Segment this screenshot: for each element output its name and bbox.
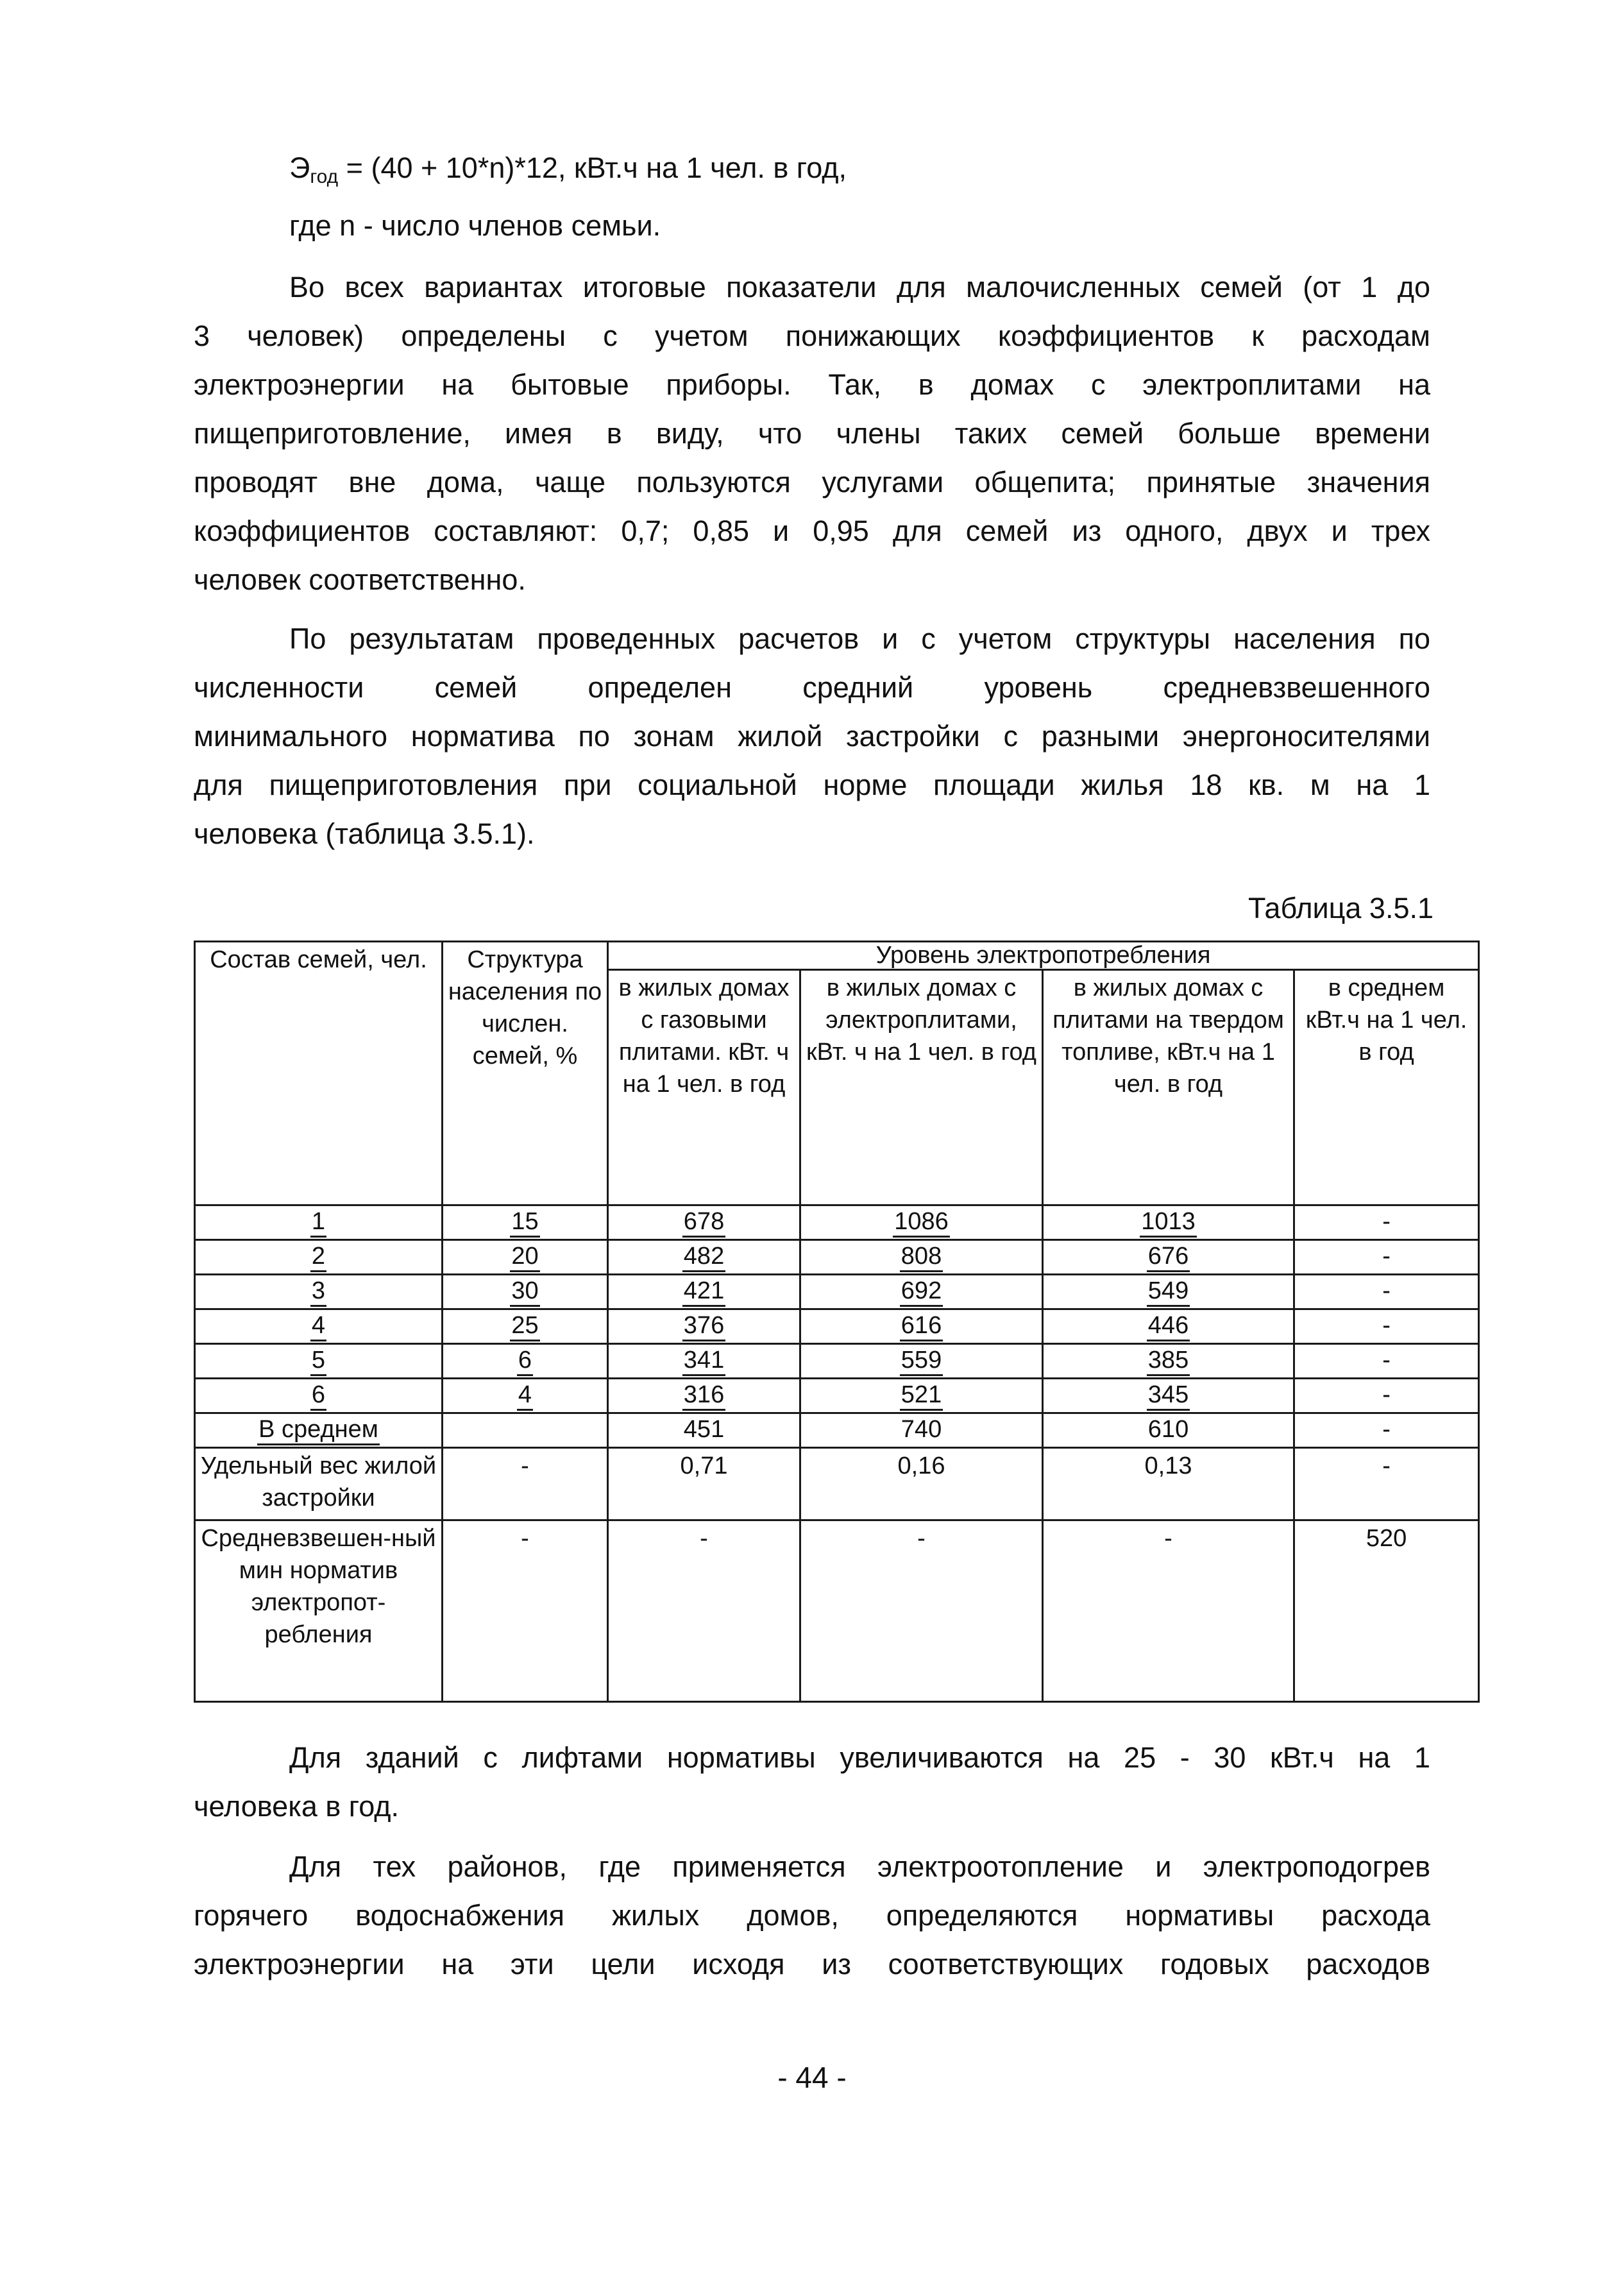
cell-avg-solid: 610 <box>1043 1413 1294 1448</box>
table-row <box>195 1205 1479 1240</box>
para3-line-2: человека в год. <box>194 1790 400 1823</box>
cell-avg: - <box>1294 1309 1479 1344</box>
cell-avg: - <box>1294 1205 1479 1240</box>
cell-structure: 25 <box>443 1309 608 1344</box>
cell-family: 3 <box>195 1275 443 1309</box>
cell-electric: 1086 <box>800 1205 1043 1240</box>
cell-weight-structure: - <box>443 1448 608 1520</box>
cell-electric: 808 <box>800 1240 1043 1275</box>
table-row <box>195 1379 1479 1413</box>
para1-line-2: 3 человек) определены с учетом понижающих коэффициентов к расходам <box>194 319 1430 352</box>
para1-line-4: пищеприготовление, имея в виду, что члены таких семей больше времени <box>194 417 1430 450</box>
cell-structure: 6 <box>443 1344 608 1379</box>
para2-line-3: минимального норматива по зонам жилой застройки с разными энергоносителями <box>194 720 1430 753</box>
cell-norm-electric: - <box>800 1520 1043 1702</box>
para2-line-1: По результатам проведенных расчетов и с учетом структуры населения по <box>289 622 1430 655</box>
cell-electric: 521 <box>800 1379 1043 1413</box>
para1-line-3: электроэнергии на бытовые приборы. Так, в домах с электроплитами на <box>194 368 1430 401</box>
cell-gas: 376 <box>608 1309 800 1344</box>
header-gas: в жилых домах с газовыми плитами. кВт. ч на 1 чел. в год <box>608 970 800 1205</box>
table-row <box>195 1240 1479 1275</box>
cell-structure: 15 <box>443 1205 608 1240</box>
page-number: - 44 - <box>777 2061 847 2094</box>
header-level-text: Уровень электропотребления <box>876 942 1211 971</box>
cell-avg-label: В среднем <box>195 1413 443 1448</box>
cell-norm-label: Средневзвешен-ный мин норматив электропот-ребления <box>195 1520 443 1702</box>
cell-family: 2 <box>195 1240 443 1275</box>
header-electric: в жилых домах с электроплитами, кВт. ч на 1 чел. в год <box>800 970 1043 1205</box>
cell-electric: 616 <box>800 1309 1043 1344</box>
cell-avg: - <box>1294 1379 1479 1413</box>
cell-avg: - <box>1294 1240 1479 1275</box>
cell-solid: 446 <box>1043 1309 1294 1344</box>
cell-structure: 30 <box>443 1275 608 1309</box>
table-header-row-1 <box>195 942 1479 970</box>
cell-avg: - <box>1294 1275 1479 1309</box>
cell-family: 1 <box>195 1205 443 1240</box>
cell-solid: 676 <box>1043 1240 1294 1275</box>
cell-norm-avg: 520 <box>1294 1520 1479 1702</box>
table-row <box>195 1344 1479 1379</box>
formula-subscript: год <box>310 166 339 187</box>
energy-consumption-table <box>194 941 1480 1703</box>
cell-avg-electric: 740 <box>800 1413 1043 1448</box>
para4-line-1: Для тех районов, где применяется электроотопление и электроподогрев <box>289 1850 1430 1883</box>
table-norm-row <box>195 1520 1479 1702</box>
para2-line-5: человека (таблица 3.5.1). <box>194 817 535 850</box>
cell-norm-structure: - <box>443 1520 608 1702</box>
cell-solid: 345 <box>1043 1379 1294 1413</box>
table-row <box>195 1275 1479 1309</box>
para1-line-7: человек соответственно. <box>194 563 526 596</box>
formula-line <box>289 144 847 201</box>
table-row <box>195 1309 1479 1344</box>
header-avg: в среднем кВт.ч на 1 чел. в год <box>1294 970 1479 1205</box>
para4-line-2: горячего водоснабжения жилых домов, определяются нормативы расхода <box>194 1899 1430 1932</box>
cell-electric: 692 <box>800 1275 1043 1309</box>
cell-norm-gas: - <box>608 1520 800 1702</box>
header-solid: в жилых домах с плитами на твердом топливе, кВт.ч на 1 чел. в год <box>1043 970 1294 1205</box>
para4-line-3: электроэнергии на эти цели исходя из соответствующих годовых расходов <box>194 1948 1430 1980</box>
para2-line-4: для пищеприготовления при социальной норме площади жилья 18 кв. м на 1 <box>194 769 1430 801</box>
cell-family: 5 <box>195 1344 443 1379</box>
cell-solid: 1013 <box>1043 1205 1294 1240</box>
cell-gas: 341 <box>608 1344 800 1379</box>
cell-avg-avg: - <box>1294 1413 1479 1448</box>
table-weight-row <box>195 1448 1479 1520</box>
table-caption: Таблица 3.5.1 <box>1248 892 1434 924</box>
cell-family: 4 <box>195 1309 443 1344</box>
cell-avg: - <box>1294 1344 1479 1379</box>
para1-line-5: проводят вне дома, чаще пользуются услугами общепита; принятые значения <box>194 466 1430 498</box>
para3-line-1: Для зданий с лифтами нормативы увеличиваются на 25 - 30 кВт.ч на 1 <box>289 1741 1430 1774</box>
header-structure: Структура населения по числен. семей, % <box>443 942 608 1205</box>
cell-weight-avg: - <box>1294 1448 1479 1520</box>
para2-line-2: численности семей определен средний уровень средневзвешенного <box>194 671 1430 704</box>
cell-structure: 4 <box>443 1379 608 1413</box>
para1-line-1: Во всех вариантах итоговые показатели для малочисленных семей (от 1 до <box>289 271 1430 303</box>
cell-electric: 559 <box>800 1344 1043 1379</box>
cell-weight-gas: 0,71 <box>608 1448 800 1520</box>
header-level <box>608 942 1479 970</box>
cell-weight-electric: 0,16 <box>800 1448 1043 1520</box>
formula-lhs: Э <box>289 151 310 184</box>
cell-weight-label: Удельный вес жилой застройки <box>195 1448 443 1520</box>
cell-norm-solid: - <box>1043 1520 1294 1702</box>
cell-gas: 421 <box>608 1275 800 1309</box>
cell-weight-solid: 0,13 <box>1043 1448 1294 1520</box>
cell-avg-structure <box>443 1413 608 1448</box>
cell-solid: 385 <box>1043 1344 1294 1379</box>
cell-structure: 20 <box>443 1240 608 1275</box>
header-family: Состав семей, чел. <box>195 942 443 1205</box>
cell-gas: 482 <box>608 1240 800 1275</box>
formula-rhs: = (40 + 10*n)*12, кВт.ч на 1 чел. в год, <box>338 151 847 184</box>
para1-line-6: коэффициентов составляют: 0,7; 0,85 и 0,95 для семей из одного, двух и трех <box>194 515 1430 547</box>
cell-family: 6 <box>195 1379 443 1413</box>
cell-avg-gas: 451 <box>608 1413 800 1448</box>
formula-where: где n - число членов семьи. <box>289 209 661 242</box>
cell-solid: 549 <box>1043 1275 1294 1309</box>
cell-gas: 316 <box>608 1379 800 1413</box>
table-average-row <box>195 1413 1479 1448</box>
cell-gas: 678 <box>608 1205 800 1240</box>
